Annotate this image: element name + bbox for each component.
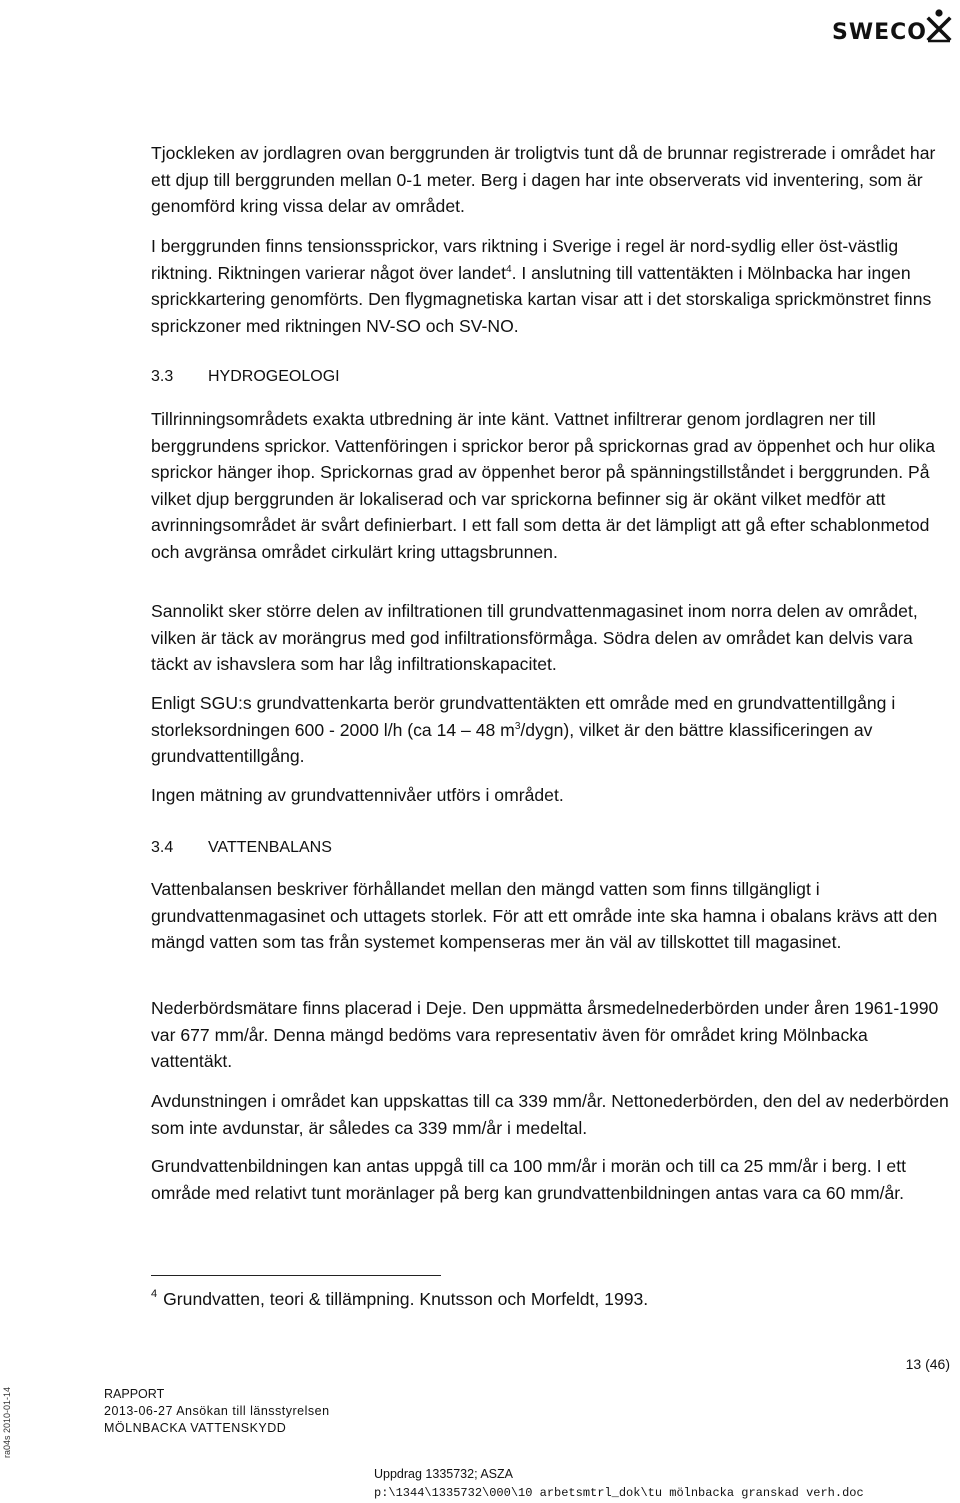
- paragraph-evaporation: Avdunstningen i området kan uppskattas till ca 339 mm/år. Nettonederbörden, den del av nederbörden som inte avdunstar, är således ca 339 mm/år i medeltal.: [151, 1091, 949, 1138]
- footnote-ref: 4: [506, 263, 512, 275]
- paragraph-infiltration: Sannolikt sker större delen av infiltrationen till grundvattenmagasinet inom norra delen av området, vilken är täck av morängrus med god infiltrationsförmåga. Södra delen av området kan delvis vara täckt av ishavslera som har låg infiltrationskapacitet.: [151, 601, 918, 674]
- paragraph-sgu-map: [151, 690, 951, 770]
- footer-block: [104, 1386, 330, 1437]
- section-heading-hydrogeologi: [151, 366, 340, 388]
- logo-text: SWECO: [832, 20, 927, 45]
- section-heading-vattenbalans: [151, 837, 332, 859]
- footer-assignment-block: [374, 1465, 864, 1503]
- section-title: HYDROGEOLOGI: [208, 368, 340, 385]
- footer-assignment: Uppdrag 1335732; ASZA: [374, 1467, 513, 1481]
- sweco-emblem-icon: [926, 8, 954, 44]
- footnote-divider: [151, 1275, 441, 1276]
- paragraph-bedrock-fractures: [151, 233, 951, 339]
- paragraph-no-measurement: Ingen mätning av grundvattennivåer utförs i området.: [151, 785, 564, 805]
- section-number: 3.4: [151, 839, 174, 856]
- section-number: 3.3: [151, 368, 174, 385]
- footer-date: 2013-06-27 Ansökan till länsstyrelsen: [104, 1404, 330, 1418]
- paragraph-precipitation: Nederbördsmätare finns placerad i Deje. Den uppmätta årsmedelnederbörden under åren 1961-1990 var 677 mm/år. Denna mängd bedöms vara representativ även för området kring Mölnbacka vattentäkt.: [151, 998, 939, 1071]
- section-title: VATTENBALANS: [208, 839, 332, 856]
- paragraph-text: . I anslutning till vattentäkten i Mölnbacka har ingen sprickkartering genomförts. Den flygmagnetiska kartan visar att i det storskaliga sprickmönstret finns sprickzoner med riktningen NV-SO och SV-NO.: [151, 262, 932, 336]
- footnote-text: Grundvatten, teori & tillämpning. Knutsson och Morfeldt, 1993.: [163, 1289, 649, 1309]
- footnote: [151, 1286, 648, 1312]
- paragraph-text: /dygn), vilket är den bättre klassificeringen av grundvattentillgång.: [151, 719, 873, 766]
- paragraph-text: I berggrunden finns tensionssprickor, vars riktning i Sverige i regel är nord-sydlig eller öst-västlig riktning. Riktningen varierar något över landet: [151, 236, 899, 283]
- footer-file-path: p:\1344\1335732\000\10 arbetsmtrl_dok\tu mölnbacka granskad verh.doc: [374, 1486, 864, 1500]
- paragraph-text: Enligt SGU:s grundvattenkarta berör grundvattentäkten ett område med en grundvattentillgång i storleksordningen 600 - 2000 l/h (ca 14 – 48 m: [151, 693, 896, 740]
- paragraph-groundwater-recharge: Grundvattenbildningen kan antas uppgå till ca 100 mm/år i morän och till ca 25 mm/år i berg. I ett område med relativt tunt moränlager på berg kan grundvattenbildningen antas vara ca 60 mm/år.: [151, 1156, 906, 1203]
- page-number: 13 (46): [905, 1356, 950, 1372]
- paragraph-catchment: Tillrinningsområdets exakta utbredning är inte känt. Vattnet infiltrerar genom jordlagren ner till berggrundens sprickor. Vattenföringen i sprickor beror på sprickornas grad av öppenhet och hur olika sprickor hänger ihop. Sprickornas grad av öppenhet beror på spänningstillståndet i berggrunden. På vilket djup berggrunden är lokaliserad och var sprickorna befinner sig är okänt vilket medför att avrinningsområdet är svårt definierbart. I ett fall som detta är det lämpligt att gå efter schablonmetod och avgränsa området cirkulärt kring uttagsbrunnen.: [151, 409, 936, 562]
- sweco-logo: [832, 8, 956, 48]
- footer-report: RAPPORT: [104, 1387, 165, 1401]
- paragraph-soil-thickness: Tjockleken av jordlagren ovan berggrunden är troligtvis tunt då de brunnar registrerade i området har ett djup till berggrunden mellan 0-1 meter. Berg i dagen har inte observerats vid inventering, som är genomförd kring vissa delar av området.: [151, 143, 936, 216]
- paragraph-water-balance: Vattenbalansen beskriver förhållandet mellan den mängd vatten som finns tillgängligt i grundvattenmagasinet och uttagets storlek. För att ett område inte ska hamna i obalans krävs att den mängd vatten som tas från systemet kompenseras mer än väl av tillskottet till magasinet.: [151, 879, 938, 952]
- template-code: ra04s 2010-01-14: [2, 1386, 12, 1458]
- footnote-number: 4: [151, 1288, 158, 1300]
- superscript: 3: [514, 720, 521, 732]
- footer-project: MÖLNBACKA VATTENSKYDD: [104, 1421, 287, 1435]
